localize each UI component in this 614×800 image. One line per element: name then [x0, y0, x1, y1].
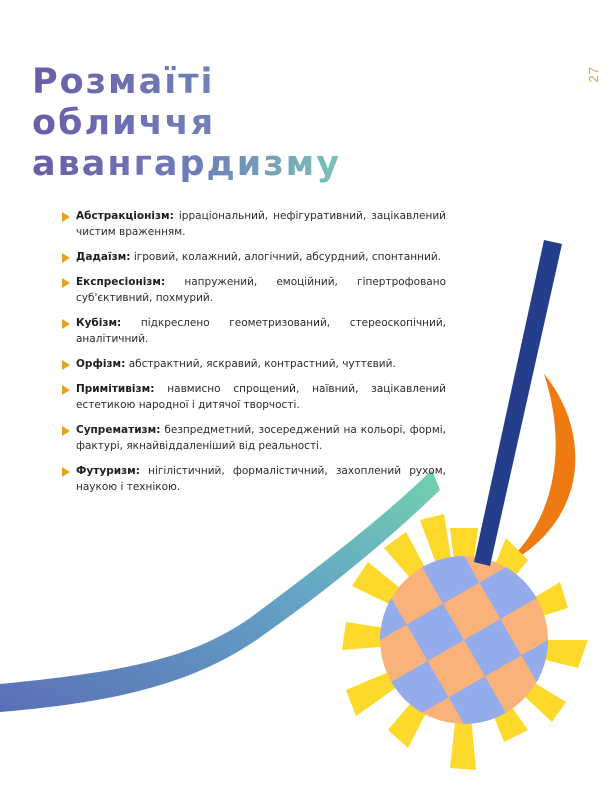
list-item: [62, 274, 446, 306]
triangle-bullet-icon: [62, 253, 70, 263]
triangle-bullet-icon: [62, 426, 70, 436]
page-title-line-2: обличчя: [32, 103, 216, 143]
glossary-definition: ігровий, колажний, алогічний, абсурдний, спонтанний.: [133, 251, 442, 263]
page-number: 27: [586, 66, 601, 83]
page-title-line-1: Розмаїті: [32, 62, 215, 102]
glossary-term: Дадаїзм:: [76, 251, 131, 263]
triangle-bullet-icon: [62, 212, 70, 222]
list-item: [62, 208, 446, 240]
glossary-definition: безпредметний, зосереджений на кольорі, формі, фактурі, якнайвіддаленіший від реальності.: [76, 424, 446, 452]
list-item: [62, 356, 446, 372]
glossary-definition: абстрактний, яскравий, контрастний, чуттєвий.: [128, 358, 396, 370]
glossary-term: Супрематизм:: [76, 424, 161, 436]
avant-garde-glossary: [62, 208, 446, 504]
glossary-term: Експресіонізм:: [76, 276, 166, 288]
glossary-definition: навмисно спрощений, наївний, зацікавлений естетикою народної і дитячої творчості.: [76, 383, 446, 411]
list-item: [62, 463, 446, 495]
triangle-bullet-icon: [62, 319, 70, 329]
list-item: [62, 381, 446, 413]
triangle-bullet-icon: [62, 278, 70, 288]
glossary-term: Футуризм:: [76, 465, 140, 477]
glossary-definition: нігілістичний, формалістичний, захоплений рухом, наукою і технікою.: [76, 465, 446, 493]
list-item: [62, 422, 446, 454]
list-item: [62, 315, 446, 347]
page-title-line-3: авангардизму: [32, 144, 342, 184]
glossary-term: Абстракціонізм:: [76, 210, 174, 222]
triangle-bullet-icon: [62, 385, 70, 395]
glossary-definition: підкреслено геометризований, стереоскопічний, аналітичний.: [76, 317, 446, 345]
glossary-term: Орфізм:: [76, 358, 126, 370]
glossary-definition: ірраціональний, нефігуративний, зацікавлений чистим враженням.: [76, 210, 446, 238]
glossary-definition: напружений, емоційний, гіпертрофовано суб'єктивний, похмурий.: [76, 276, 446, 304]
glossary-term: Примітивізм:: [76, 383, 155, 395]
list-item: [62, 249, 446, 265]
triangle-bullet-icon: [62, 467, 70, 477]
glossary-term: Кубізм:: [76, 317, 122, 329]
page-title: [32, 62, 341, 185]
triangle-bullet-icon: [62, 360, 70, 370]
